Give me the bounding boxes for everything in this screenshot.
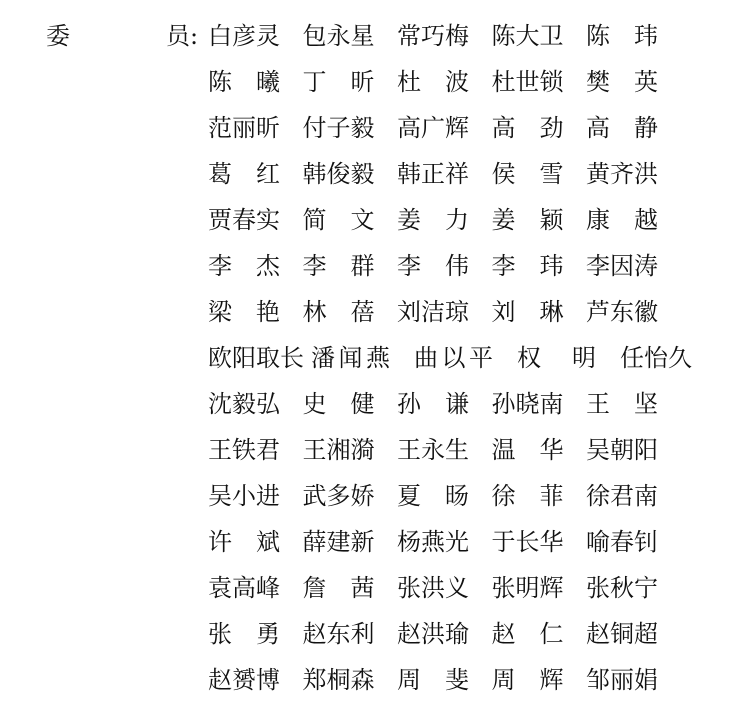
member-name: 简 文 — [302, 206, 375, 234]
member-list — [208, 18, 692, 708]
member-name: 丁 昕 — [302, 68, 375, 96]
member-name: 孙晓南 — [491, 390, 564, 418]
member-name: 李因涛 — [586, 252, 658, 280]
member-name: 杨燕光 — [397, 528, 469, 556]
member-name: 白彦灵 — [208, 22, 280, 50]
member-name: 姜 颖 — [491, 206, 564, 234]
member-name: 包永星 — [302, 22, 375, 50]
member-name: 周 辉 — [491, 666, 564, 694]
member-name: 邹丽娟 — [586, 666, 658, 694]
member-name: 袁高峰 — [208, 574, 280, 602]
member-name: 韩正祥 — [397, 160, 469, 188]
committee-label-char2: 员: — [166, 22, 199, 50]
member-name: 詹 茜 — [302, 574, 375, 602]
member-name: 李 伟 — [397, 252, 469, 280]
member-name: 常巧梅 — [397, 22, 469, 50]
member-row — [208, 156, 668, 202]
member-name: 高 静 — [586, 114, 658, 142]
member-name: 赵 仁 — [491, 620, 564, 648]
member-name: 薛建新 — [302, 528, 375, 556]
member-name: 贾春实 — [208, 206, 280, 234]
member-name: 曲以平 — [414, 344, 493, 372]
member-name: 李 群 — [302, 252, 375, 280]
member-name: 范丽昕 — [208, 114, 280, 142]
member-name: 温 华 — [491, 436, 564, 464]
member-name: 任怡久 — [620, 344, 692, 372]
member-name: 张秋宁 — [586, 574, 658, 602]
member-name: 芦东徽 — [586, 298, 658, 326]
member-name: 权 明 — [517, 344, 596, 372]
member-name: 付子毅 — [302, 114, 375, 142]
member-row — [208, 18, 668, 64]
member-name: 沈毅弘 — [208, 390, 280, 418]
member-name: 侯 雪 — [491, 160, 564, 188]
member-name: 孙 谦 — [397, 390, 469, 418]
member-name: 高 劲 — [491, 114, 564, 142]
committee-label — [46, 18, 206, 54]
member-name: 梁 艳 — [208, 298, 280, 326]
member-name: 张明辉 — [491, 574, 564, 602]
member-name: 赵赟博 — [208, 666, 280, 694]
member-row — [208, 570, 668, 616]
member-name: 王永生 — [397, 436, 469, 464]
member-name: 杜 波 — [397, 68, 469, 96]
member-row — [208, 616, 668, 662]
member-name: 刘洁琼 — [397, 298, 469, 326]
member-name: 王湘漪 — [302, 436, 375, 464]
member-name: 张洪义 — [397, 574, 469, 602]
member-name: 姜 力 — [397, 206, 469, 234]
member-row — [208, 478, 668, 524]
member-name: 陈 曦 — [208, 68, 280, 96]
member-row — [208, 662, 668, 708]
member-row — [208, 202, 668, 248]
member-name: 林 蓓 — [302, 298, 375, 326]
member-name: 李 杰 — [208, 252, 280, 280]
member-name: 樊 英 — [586, 68, 658, 96]
member-name: 潘闻燕 — [311, 344, 390, 372]
member-name: 高广辉 — [397, 114, 469, 142]
member-name: 徐 菲 — [491, 482, 564, 510]
member-name: 欧阳取长 — [208, 344, 304, 372]
member-name: 于长华 — [491, 528, 564, 556]
member-name: 康 越 — [586, 206, 658, 234]
member-name: 吴小进 — [208, 482, 280, 510]
member-name: 吴朝阳 — [586, 436, 658, 464]
member-row — [208, 248, 668, 294]
member-name: 喻春钊 — [586, 528, 658, 556]
member-row — [208, 524, 668, 570]
member-name: 张 勇 — [208, 620, 280, 648]
member-name: 赵铜超 — [586, 620, 658, 648]
member-row — [208, 64, 668, 110]
member-name: 赵洪瑜 — [397, 620, 469, 648]
member-name: 黄齐洪 — [586, 160, 658, 188]
member-name: 陈 玮 — [586, 22, 658, 50]
member-name: 葛 红 — [208, 160, 280, 188]
member-name: 许 斌 — [208, 528, 280, 556]
member-name: 韩俊毅 — [302, 160, 375, 188]
member-name: 杜世锁 — [491, 68, 564, 96]
member-name: 徐君南 — [586, 482, 658, 510]
member-name: 王铁君 — [208, 436, 280, 464]
member-name: 郑桐森 — [302, 666, 375, 694]
member-name: 王 坚 — [586, 390, 658, 418]
member-name: 周 斐 — [397, 666, 469, 694]
member-name: 赵东利 — [302, 620, 375, 648]
member-name: 武多娇 — [302, 482, 375, 510]
member-name: 史 健 — [302, 390, 375, 418]
member-row — [208, 110, 668, 156]
member-row — [208, 340, 692, 386]
member-name: 夏 旸 — [397, 482, 469, 510]
member-row — [208, 386, 668, 432]
member-row — [208, 432, 668, 478]
member-name: 陈大卫 — [491, 22, 564, 50]
member-name: 刘 琳 — [491, 298, 564, 326]
committee-label-char1: 委 — [46, 22, 70, 50]
member-row — [208, 294, 668, 340]
member-name: 李 玮 — [491, 252, 564, 280]
